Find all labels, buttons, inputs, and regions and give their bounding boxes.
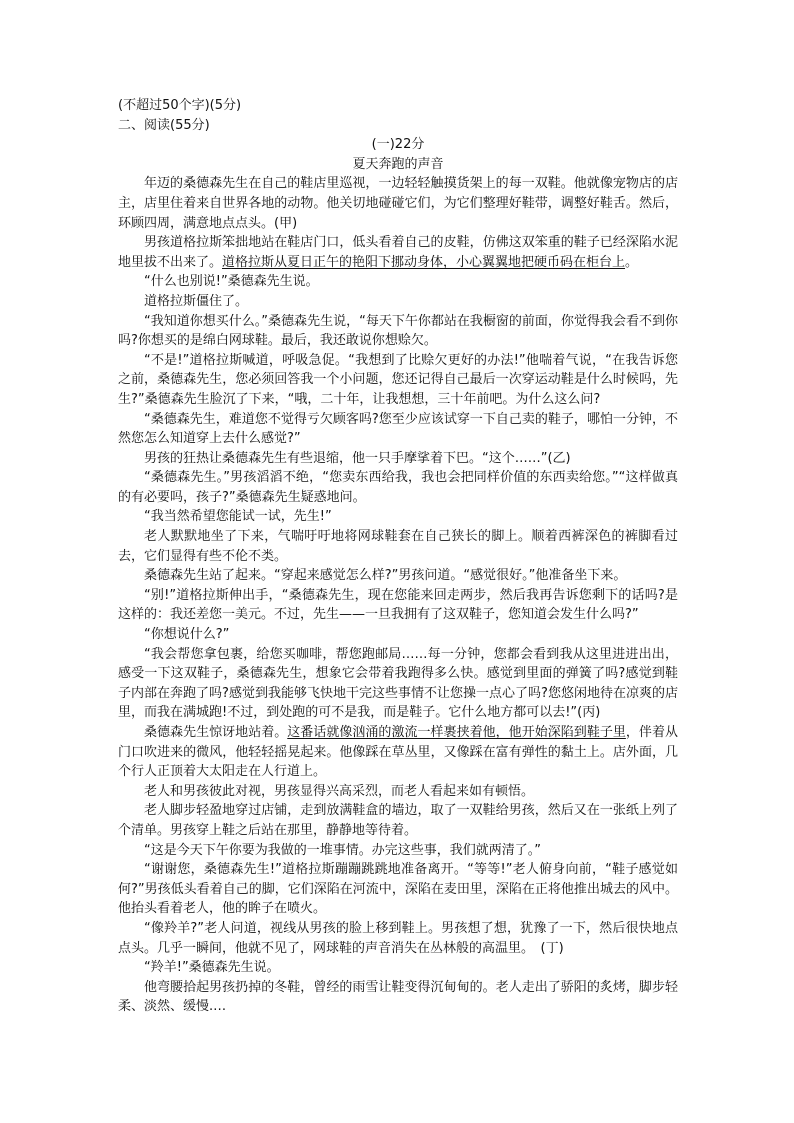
- paragraph-2-text: 男孩道格拉斯笨拙地站在鞋店门口，低头看着自己的皮鞋，仿佛这双笨重的鞋子已经深陷水泥地里拔不出来了。: [118, 235, 678, 270]
- paragraph-13: “别!”道格拉斯伸出手，“桑德森先生，现在您能来回走两步，然后我再告诉您剩下的话吗?是这样的：我还差您一美元。不过，先生——一旦我拥有了这双鞋子，您知道会发生什么吗?”: [118, 587, 678, 623]
- paragraph-2-end: 。: [625, 254, 639, 270]
- paragraph-15: “我会帮您拿包裹，给您买咖啡，帮您跑邮局……每一分钟，您都会看到我从这里进进出出，感受一下这双鞋子，桑德森先生，想象它会带着我跑得多么快。感觉到里面的弹簧了吗?感觉到鞋子内部在奔跑了吗?感觉到我能够飞快地干完这些事情不让您操一点心了吗?您悠闲地待在凉爽的店里，而我在满城跑!不过，到处跑的可不是我，而是鞋子。它什么地方都可以去!”(丙): [118, 646, 678, 721]
- paragraph-23: 他弯腰拾起男孩扔掉的冬鞋，曾经的雨雪让鞋变得沉甸甸的。老人走出了骄阳的炙烤，脚步轻柔、淡然、缓慢.…: [118, 979, 678, 1015]
- paragraph-6: “不是!”道格拉斯喊道，呼吸急促。“我想到了比赊欠更好的办法!”他喘着气说，“在我告诉您之前，桑德森先生，您必须回答我一个小问题，您还记得自己最后一次穿运动鞋是什么时候吗，先生?”桑德森先生脸沉了下来，“哦，二十年，让我想想，三十年前吧。为什么这么问?: [118, 352, 678, 407]
- paragraph-22: “羚羊!”桑德森先生说。: [144, 960, 280, 976]
- paragraph-12: 桑德森先生站了起来。“穿起来感觉怎么样?”男孩问道。“感觉很好。”他准备坐下来。: [144, 568, 627, 584]
- paragraph-11: 老人默默地坐了下来，气喘吁吁地将网球鞋套在自己狭长的脚上。顺着西裤深色的裤脚看过去，它们显得有些不伦不类。: [118, 529, 678, 564]
- paragraph-7: “桑德森先生，难道您不觉得亏欠顾客吗?您至少应该试穿一下自己卖的鞋子，哪怕一分钟，不然您怎么知道穿上去什么感觉?”: [118, 411, 678, 447]
- paragraph-8: 男孩的狂热让桑德森先生有些退缩，他一只手摩挲着下巴。“这个……”(乙): [144, 450, 571, 466]
- paragraph-18: 老人脚步轻盈地穿过店铺，走到放满鞋盒的墙边，取了一双鞋给男孩，然后又在一张纸上列了个清单。男孩穿上鞋之后站在那里，静静地等待着。: [118, 803, 678, 838]
- paragraph-16: [118, 723, 678, 782]
- section-heading: 二、阅读(55分): [118, 117, 210, 133]
- paragraph-3: “什么也别说!”桑德森先生说。: [144, 274, 319, 290]
- paragraph-20: “谢谢您，桑德森先生!”道格拉斯蹦蹦跳跳地准备离开。“等等!”老人俯身向前，“鞋子感觉如何?”男孩低头看着自己的脚，它们深陷在河流中，深陷在麦田里，深陷在正将他推出城去的风中。他抬头看着老人，他的眸子在喷火。: [118, 862, 678, 917]
- paragraph-10: “我当然希望您能试一试，先生!”: [144, 509, 332, 525]
- paragraph-14: “你想说什么?”: [144, 627, 230, 643]
- paragraph-9: “桑德森先生。”男孩滔滔不绝，“您卖东西给我，我也会把同样价值的东西卖给您。”“这样做真的有必要吗，孩子?”桑德森先生疑惑地问。: [118, 470, 678, 505]
- paragraph-4: 道格拉斯僵住了。: [144, 293, 249, 309]
- passage-title: 夏天奔跑的声音: [352, 156, 444, 172]
- paragraph-5: “我知道你想买什么。”桑德森先生说，“每天下午你都站在我橱窗的前面，你觉得我会看不到你吗?你想买的是绵白网球鞋。最后，我还敢说你想赊欠。: [118, 313, 678, 349]
- underlined-sentence-1: 道格拉斯从夏日正午的艳阳下挪动身体，小心翼翼地把硬币码在柜台上: [222, 254, 626, 270]
- answer-length-note: (不超过50个字)(5分): [118, 98, 242, 113]
- paragraph-16-text: 桑德森先生惊讶地站着。: [144, 725, 288, 740]
- paragraph-1: 年迈的桑德森先生在自己的鞋店里巡视，一边轻轻触摸货架上的每一双鞋。他就像宠物店的店主，店里住着来自世界各地的动物。他关切地碰碰它们，为它们整理好鞋带，调整好鞋舌。然后，环顾四周，满意地点点头。(甲): [118, 176, 678, 231]
- paragraph-21: “像羚羊?”老人问道，视线从男孩的脸上移到鞋上。男孩想了想，犹豫了一下，然后很快地点点头。几乎一瞬间，他就不见了，网球鞋的声音消失在丛林般的高温里。 (丁): [118, 920, 678, 956]
- paragraph-2: [118, 233, 678, 272]
- paragraph-17: 老人和男孩彼此对视，男孩显得兴高采烈，而老人看起来如有顿悟。: [144, 783, 535, 799]
- underlined-sentence-2: 这番话就像汹涌的激流一样裹挟着他，他开始深陷到鞋子里: [287, 725, 626, 740]
- paragraph-16-end: ，伴着从门口吹进来的微风，他轻轻摇晃起来。他像踩在草丛里，又像踩在富有弹性的黏土上。店外面，几个行人正顶着大太阳走在人行道上。: [118, 725, 678, 780]
- paragraph-19: “这是今天下午你要为我做的一堆事情。办完这些事，我们就两清了。”: [144, 842, 541, 858]
- passage-part-label: (一)22分: [371, 137, 425, 153]
- document-page: [118, 96, 678, 1017]
